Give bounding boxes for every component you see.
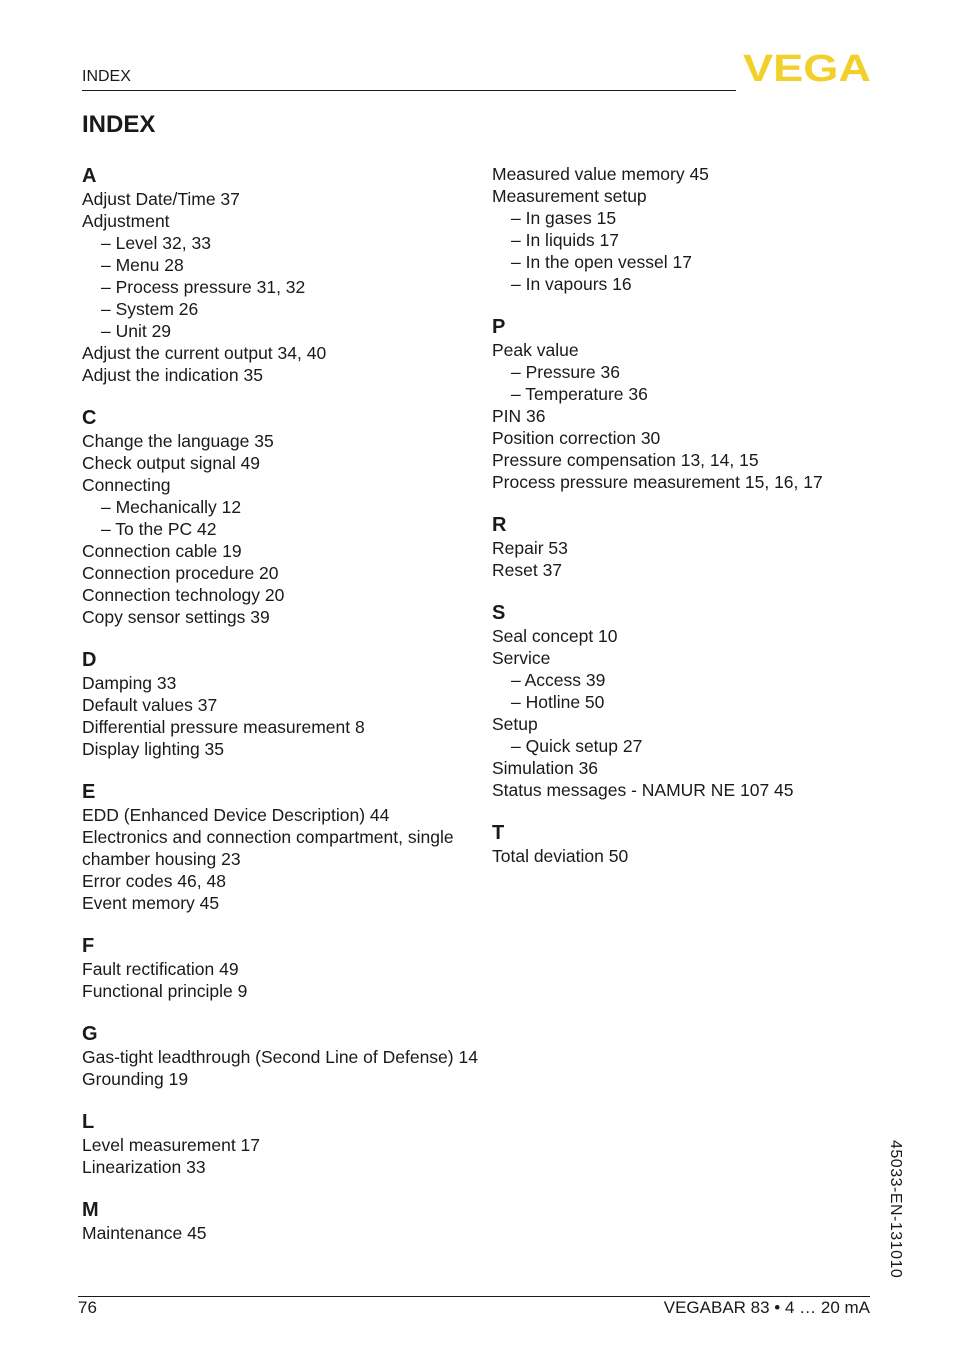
- group-spacer: [82, 760, 482, 780]
- index-subentry: – To the PC 42: [101, 519, 217, 539]
- index-entry: Total deviation 50: [492, 846, 629, 866]
- index-column-left: [82, 164, 482, 1244]
- index-entry: Position correction 30: [492, 428, 661, 448]
- index-entry: Copy sensor settings 39: [82, 607, 270, 627]
- index-letter: G: [82, 1023, 98, 1045]
- index-entry: Reset 37: [492, 560, 563, 580]
- index-entry: Level measurement 17: [82, 1135, 261, 1155]
- index-letter: D: [82, 649, 97, 671]
- index-entry: Adjust the current output 34, 40: [82, 343, 327, 363]
- index-subentry: – Temperature 36: [511, 384, 648, 404]
- header-divider: [82, 90, 736, 91]
- index-subentry: – Process pressure 31, 32: [101, 277, 306, 297]
- index-letter: E: [82, 781, 96, 803]
- index-entry: Damping 33: [82, 673, 177, 693]
- group-spacer: [492, 801, 892, 821]
- index-subentry: – Level 32, 33: [101, 233, 211, 253]
- index-letter: P: [492, 316, 506, 338]
- group-spacer: [82, 914, 482, 934]
- index-entry: Electronics and connection compartment, single chamber housing 23: [82, 827, 454, 869]
- index-letter: T: [492, 822, 505, 844]
- product-name: VEGABAR 83 • 4 … 20 mA: [663, 1298, 870, 1317]
- index-entry: Simulation 36: [492, 758, 599, 778]
- page-title: INDEX: [82, 111, 156, 138]
- index-entry: Check output signal 49: [82, 453, 261, 473]
- index-entry: Gas-tight leadthrough (Second Line of Defense) 14: [82, 1047, 478, 1067]
- index-subentry: – System 26: [101, 299, 199, 319]
- index-entry: Linearization 33: [82, 1157, 206, 1177]
- vega-logo: [742, 52, 872, 84]
- index-entry: Repair 53: [492, 538, 568, 558]
- index-letter: F: [82, 935, 95, 957]
- group-spacer: [82, 1090, 482, 1110]
- index-subentry: – Menu 28: [101, 255, 184, 275]
- header-label: INDEX: [82, 68, 131, 85]
- index-entry: PIN 36: [492, 406, 546, 426]
- index-entry: Connection procedure 20: [82, 563, 279, 583]
- page-number: 76: [78, 1298, 97, 1317]
- group-spacer: [82, 386, 482, 406]
- group-spacer: [82, 1002, 482, 1022]
- index-entry: Process pressure measurement 15, 16, 17: [492, 472, 823, 492]
- index-entry: Default values 37: [82, 695, 218, 715]
- footer-divider: [78, 1296, 870, 1297]
- index-entry: Connection cable 19: [82, 541, 242, 561]
- group-spacer: [82, 1178, 482, 1198]
- index-subentry: – Unit 29: [101, 321, 172, 341]
- group-spacer: [492, 295, 892, 315]
- index-entry: Setup: [492, 714, 538, 734]
- index-entry: Seal concept 10: [492, 626, 618, 646]
- group-spacer: [82, 628, 482, 648]
- index-entry: Maintenance 45: [82, 1223, 207, 1243]
- index-entry: Fault rectification 49: [82, 959, 239, 979]
- index-entry: Connection technology 20: [82, 585, 285, 605]
- index-letter: L: [82, 1111, 95, 1133]
- index-subentry: – Hotline 50: [511, 692, 605, 712]
- index-entry: Peak value: [492, 340, 579, 360]
- index-entry: Status messages - NAMUR NE 107 45: [492, 780, 794, 800]
- index-entry: Measurement setup: [492, 186, 647, 206]
- document-code: 45033-EN-131010: [887, 1140, 904, 1279]
- index-entry: Adjust the indication 35: [82, 365, 263, 385]
- index-entry: Adjustment: [82, 211, 170, 231]
- index-column-right: [492, 163, 892, 867]
- index-entry: Event memory 45: [82, 893, 220, 913]
- index-entry: Change the language 35: [82, 431, 274, 451]
- index-subentry: – Access 39: [511, 670, 606, 690]
- index-entry: Adjust Date/Time 37: [82, 189, 240, 209]
- index-subentry: – In vapours 16: [511, 274, 632, 294]
- index-entry: Grounding 19: [82, 1069, 189, 1089]
- index-subentry: – Pressure 36: [511, 362, 620, 382]
- index-letter: A: [82, 165, 97, 187]
- index-entry: Differential pressure measurement 8: [82, 717, 365, 737]
- index-entry: Functional principle 9: [82, 981, 248, 1001]
- index-entry: Measured value memory 45: [492, 164, 709, 184]
- index-entry: Error codes 46, 48: [82, 871, 226, 891]
- index-letter: R: [492, 514, 507, 536]
- index-subentry: – Mechanically 12: [101, 497, 242, 517]
- index-subentry: – In liquids 17: [511, 230, 619, 250]
- group-spacer: [492, 493, 892, 513]
- index-letter: S: [492, 602, 506, 624]
- index-subentry: – In gases 15: [511, 208, 617, 228]
- index-subentry: – Quick setup 27: [511, 736, 643, 756]
- index-subentry: – In the open vessel 17: [511, 252, 692, 272]
- index-letter: M: [82, 1199, 99, 1221]
- index-entry: Display lighting 35: [82, 739, 225, 759]
- group-spacer: [492, 581, 892, 601]
- index-letter: C: [82, 407, 97, 429]
- index-entry: EDD (Enhanced Device Description) 44: [82, 805, 390, 825]
- logo-text: VEGA: [743, 52, 871, 84]
- index-entry: Connecting: [82, 475, 171, 495]
- index-entry: Service: [492, 648, 551, 668]
- index-entry: Pressure compensation 13, 14, 15: [492, 450, 759, 470]
